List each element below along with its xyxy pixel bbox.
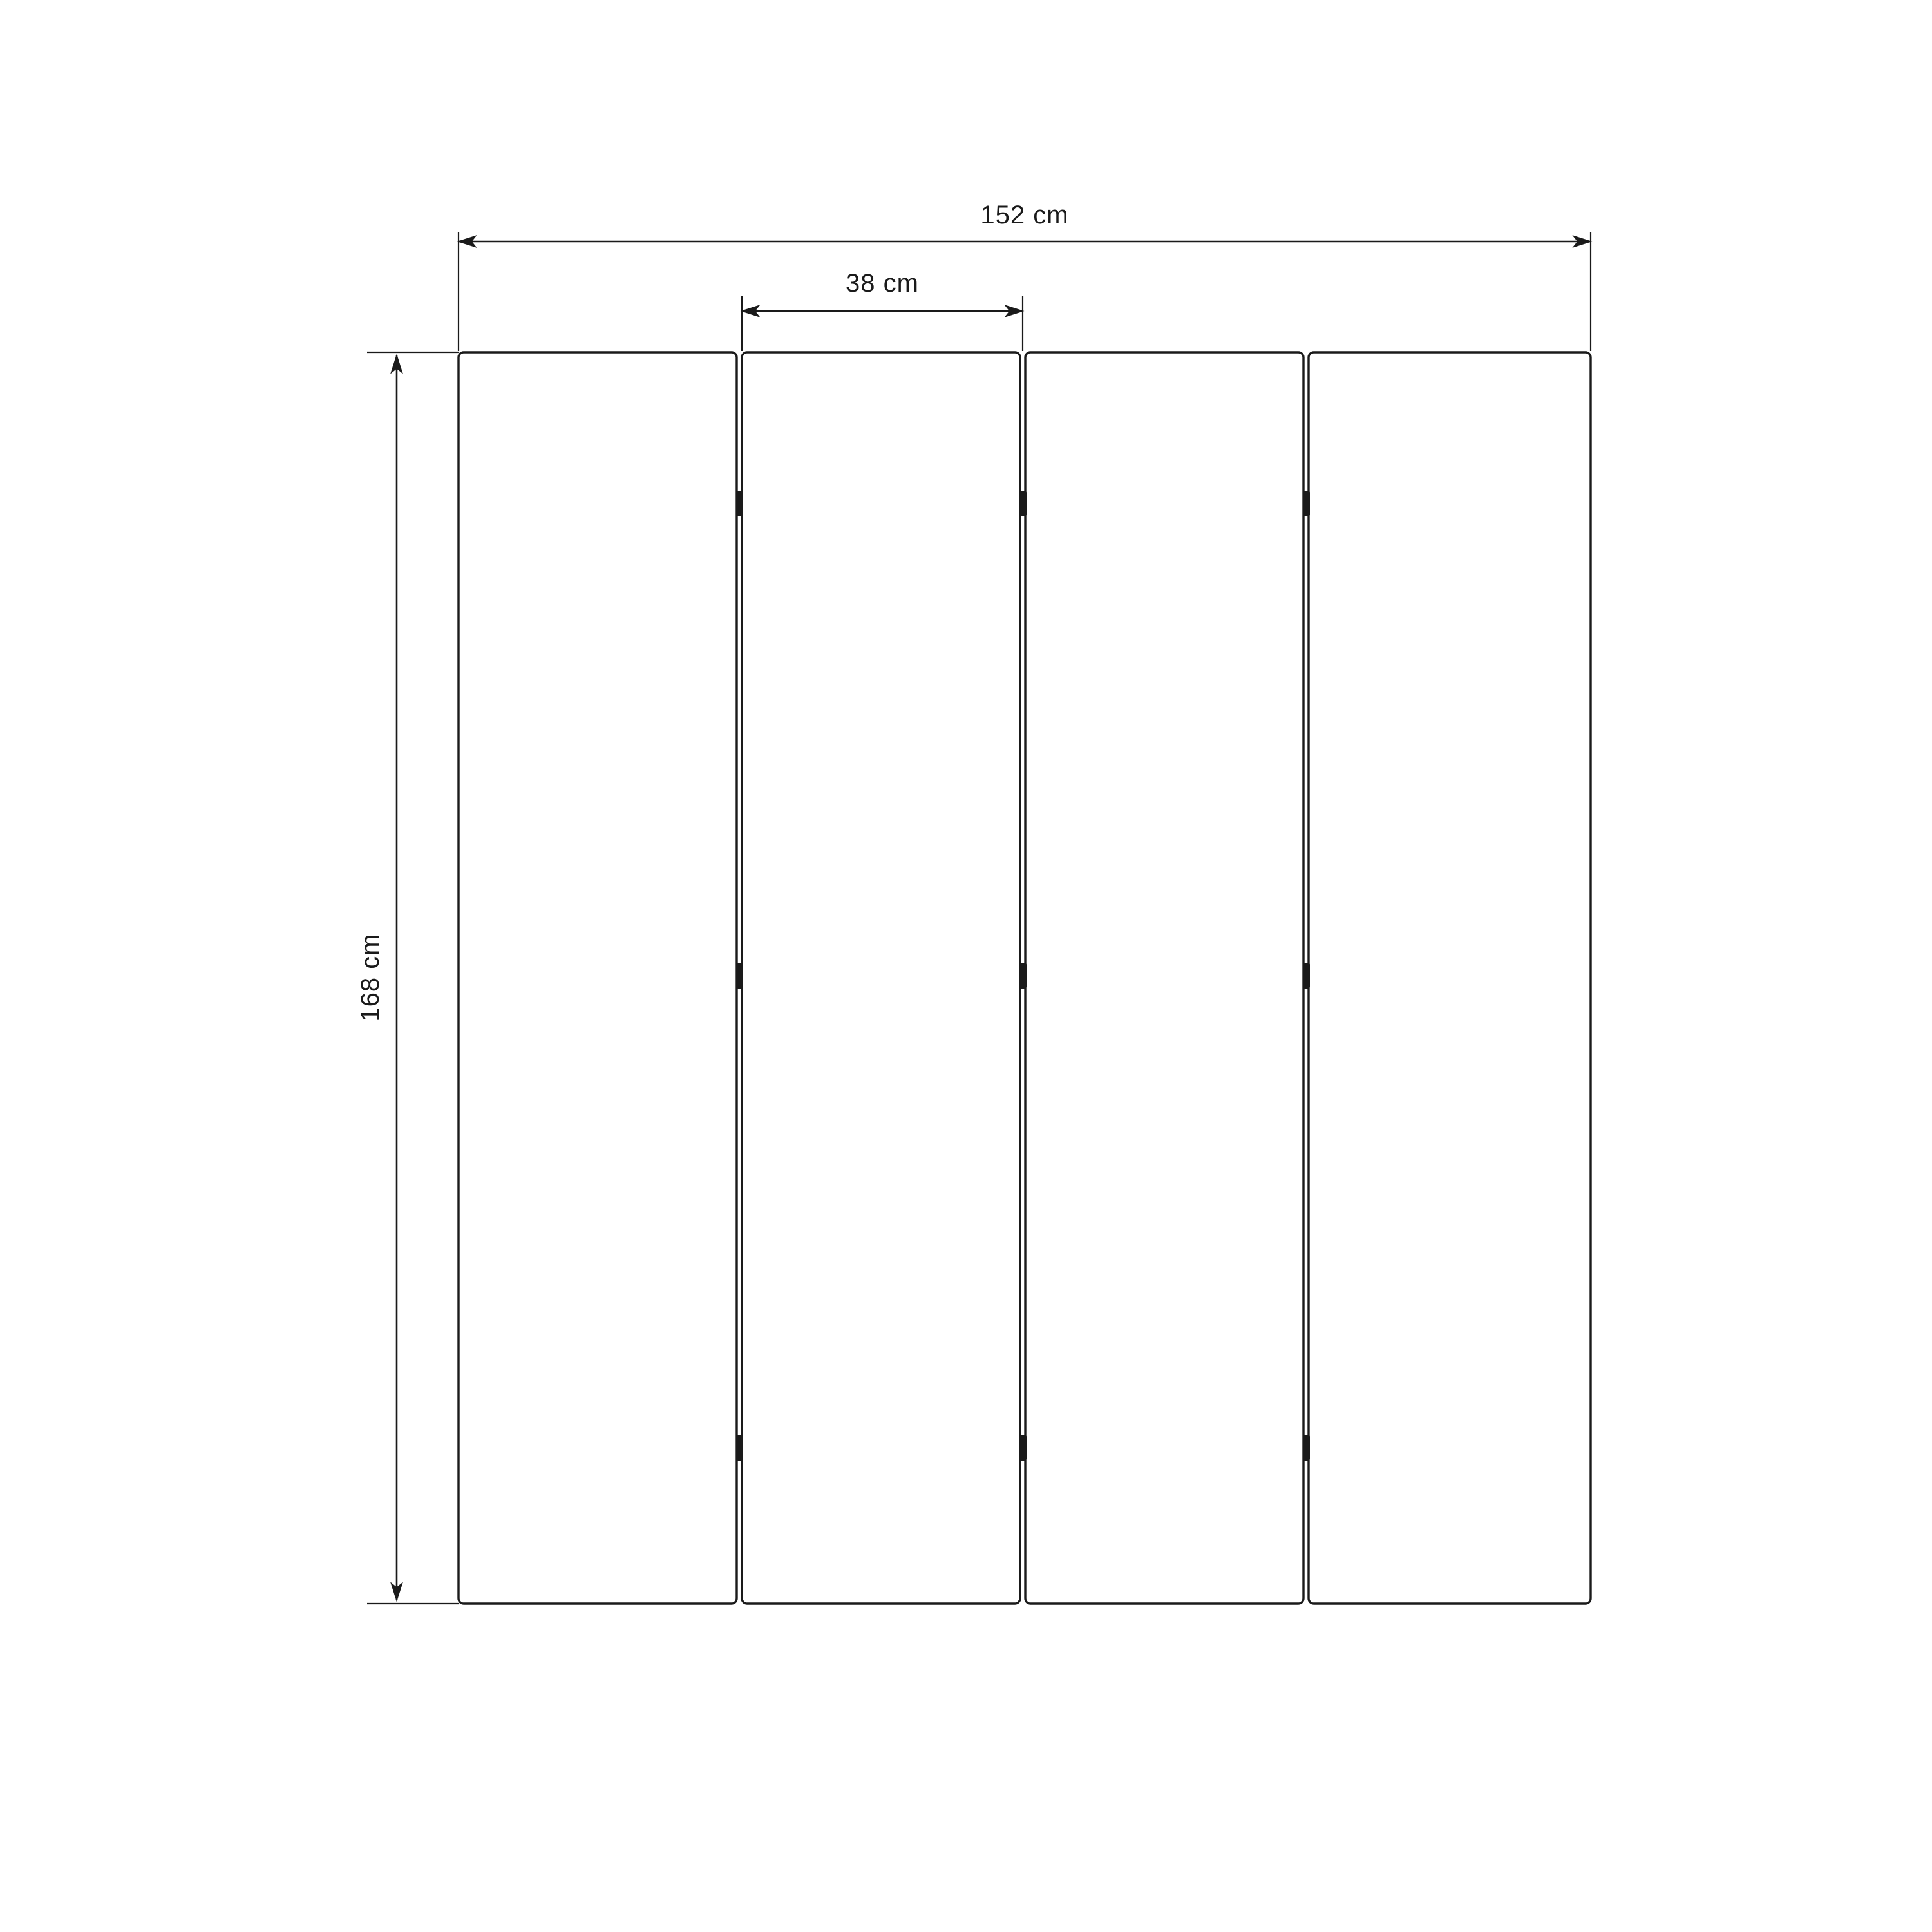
dimension-label-panel-width: 38 cm [846,269,919,298]
hinge-1-2-top [736,491,743,516]
dimension-label-total-width: 152 cm [980,201,1069,229]
hinge-3-4-top [1303,491,1310,516]
hinge-1-2-bottom [736,1435,743,1461]
hinge-2-3-bottom [1019,1435,1027,1461]
hinge-3-4-middle [1303,963,1310,989]
hinge-2-3-top [1019,491,1027,516]
panel-3[interactable] [1025,352,1303,1604]
hinge-2-3-middle [1019,963,1027,989]
dimension-label-height: 168 cm [356,933,384,1022]
hinge-3-4-bottom [1303,1435,1310,1461]
panel-2[interactable] [742,352,1020,1604]
hinge-1-2-middle [736,963,743,989]
panel-4[interactable] [1309,352,1591,1604]
panel-1[interactable] [459,352,737,1604]
